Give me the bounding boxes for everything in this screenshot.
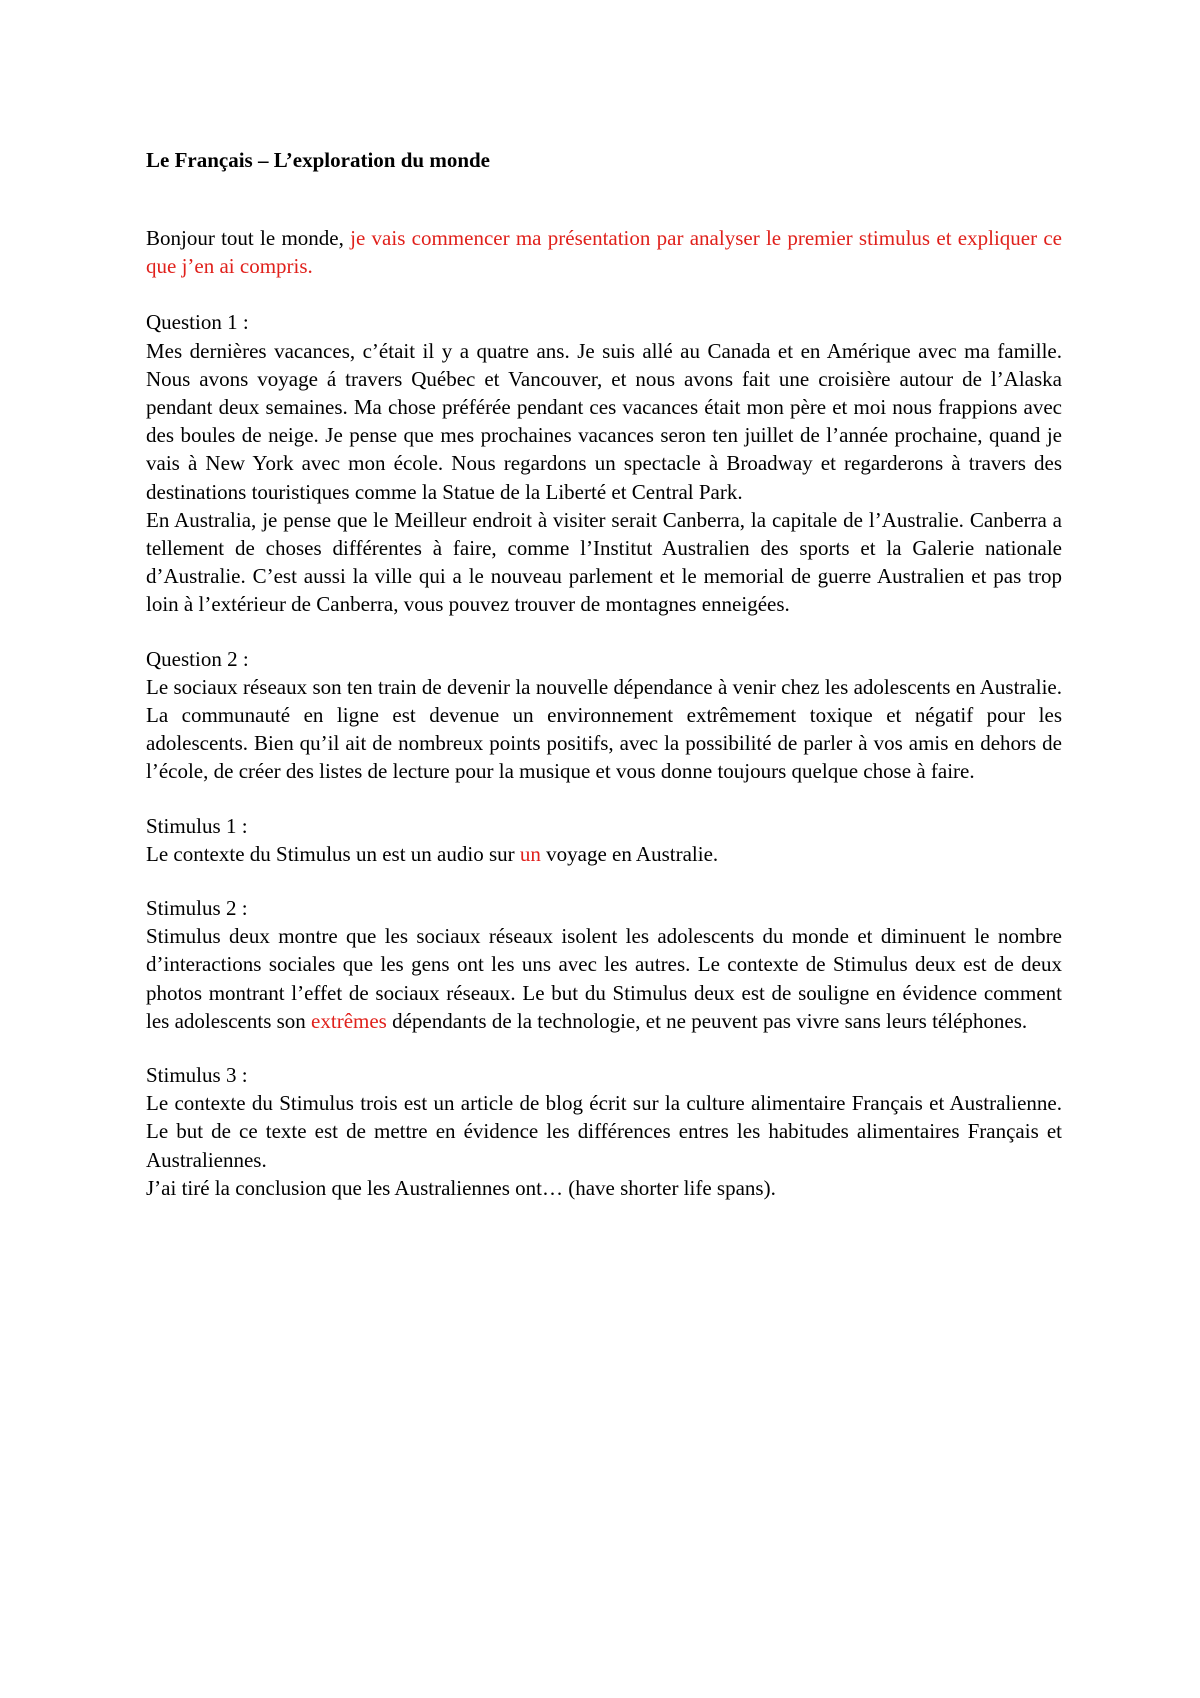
stimulus-2-heading: Stimulus 2 : (146, 896, 248, 921)
stimulus-1-text-before: Le contexte du Stimulus un est un audio sur (146, 841, 520, 866)
document-title: Le Français – L’exploration du monde (146, 148, 490, 172)
question-1-paragraph-2: En Australia, je pense que le Meilleur endroit à visiter serait Canberra, la capitale de l’Australie. Canberra a tellement de choses différentes à faire, comme l’Institut Australien des sports et la Galerie nationale d’Australie. C’est aussi la ville qui a le nouveau parlement et le memorial de guerre Australien et pas trop loin à l’extérieur de Canberra, vous pouvez trouver de montagnes enneigées. (146, 507, 1062, 617)
stimulus-2-text-before: Stimulus deux montre que les sociaux réseaux isolent les adolescents du monde et diminuent le nombre d’interactions sociales que les gens ont les uns avec les autres. Le contexte de Stimulus deux est de deux photos montrant l’effet de sociaux réseaux. Le but du Stimulus deux est de souligne en évidence comment les adolescents son (146, 924, 1062, 1033)
stimulus-3-paragraph-2: J’ai tiré la conclusion que les Australiennes ont… (have shorter life spans). (146, 1175, 776, 1200)
stimulus-1-heading: Stimulus 1 : (146, 813, 248, 838)
question-2-section (146, 645, 1062, 786)
question-1-heading: Question 1 : (146, 310, 249, 335)
intro-lead: Bonjour tout le monde, (146, 226, 351, 250)
stimulus-2-paragraph (146, 922, 1062, 1035)
intro-highlight: je vais commencer ma présentation par analyser le premier stimulus et expliquer ce que j’en ai compris. (146, 226, 1062, 279)
stimulus-3-section (146, 1061, 1062, 1202)
stimulus-1-paragraph (146, 840, 1062, 868)
question-2-heading: Question 2 : (146, 646, 249, 671)
stimulus-2-text-after: dépendants de la technologie, et ne peuvent pas vivre sans leurs téléphones. (386, 1008, 1028, 1033)
question-1-paragraph-1: Mes dernières vacances, c’était il y a quatre ans. Je suis allé au Canada et en Amérique avec ma famille. Nous avons voyage á travers Québec et Vancouver, et nous avons fait une croisière autour de l’Alaska pendant deux semaines. Ma chose préférée pendant ces vacances était mon père et moi nous frappions avec des boules de neige. Je pense que mes prochaines vacances seron ten juillet de l’année prochaine, quand je vais à New York avec mon école. Nous regardons un spectacle à Broadway et regarderons à travers des destinations touristiques comme la Statue de la Liberté et Central Park. (146, 338, 1062, 504)
stimulus-2-highlight: extrêmes (311, 1008, 387, 1033)
stimulus-3-paragraph-1: Le contexte du Stimulus trois est un article de blog écrit sur la culture alimentaire Français et Australienne. Le but de ce texte est de mettre en évidence les différences entres les habitudes alimentaires Français et Australiennes. (146, 1091, 1062, 1172)
stimulus-3-heading: Stimulus 3 : (146, 1063, 248, 1088)
stimulus-1-section (146, 812, 1062, 868)
stimulus-2-section (146, 894, 1062, 1035)
stimulus-1-highlight: un (519, 841, 541, 866)
intro-paragraph (146, 224, 1062, 280)
question-2-paragraph: Le sociaux réseaux son ten train de devenir la nouvelle dépendance à venir chez les adolescents en Australie. La communauté en ligne est devenue un environnement extrêmement toxique et négatif pour les adolescents. Bien qu’il ait de nombreux points positifs, avec la possibilité de parler à vos amis en dehors de l’école, de créer des listes de lecture pour la musique et vous donne toujours quelque chose à faire. (146, 674, 1062, 784)
document-page (146, 146, 1062, 1228)
question-1-section (146, 308, 1062, 618)
stimulus-1-text-after: voyage en Australie. (540, 841, 719, 866)
